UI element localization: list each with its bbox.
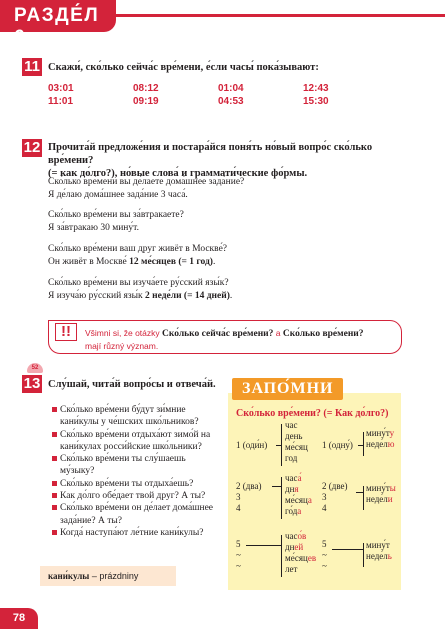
- word-form: год: [285, 453, 298, 463]
- word-form: мину́т: [366, 540, 390, 550]
- word-form: день: [285, 431, 303, 441]
- bracket-tick: [246, 545, 281, 546]
- vocab-translation: – prázdniny: [89, 571, 139, 581]
- time-value: 12:43: [303, 83, 329, 94]
- remember-question: Ско́лько вре́мени? (= Как до́лго?): [236, 408, 389, 419]
- page-number: 78: [0, 608, 38, 629]
- qa-pair: [48, 277, 232, 303]
- word-ending: ы: [389, 483, 396, 493]
- word-form: [285, 553, 316, 564]
- note-box: [48, 320, 402, 354]
- time-value: 01:04: [218, 83, 244, 94]
- time-value: 11:01: [48, 96, 74, 107]
- exercise-13-title: Слу́шай, чита́й вопро́сы и отвеча́й.: [48, 379, 216, 390]
- word-ending: а́: [297, 473, 302, 483]
- word-ending: о́в: [297, 531, 307, 541]
- exercise-11-title: Скажи́, ско́лько сейча́с вре́мени, е́сли часы́ пока́зывают:: [48, 62, 319, 73]
- word-form: [285, 531, 316, 542]
- numeral-label: [236, 440, 267, 451]
- header-rule: [108, 14, 445, 17]
- word-stem: неде́л: [366, 551, 388, 561]
- numeral-text: 3: [236, 492, 241, 502]
- numeral-label: [322, 440, 353, 451]
- word-form: [285, 506, 312, 517]
- word-ending: у: [389, 428, 395, 438]
- word-forms: [366, 540, 392, 562]
- word-forms: [285, 420, 308, 464]
- list-item: Ско́лько вре́мени ты отдыха́ешь?: [52, 478, 222, 490]
- numeral-text: 3: [322, 492, 327, 502]
- list-item: Ско́лько вре́мени отдыха́ют зимо́й на кани́кулах росси́йские шко́льники?: [52, 429, 222, 454]
- note-text: [85, 327, 395, 352]
- numeral-text: 2 (две): [322, 481, 348, 491]
- numeral-text: 4: [236, 503, 241, 513]
- time-value: 15:30: [303, 96, 329, 107]
- answer-line: Я за́втракаю 30 мину́т.: [48, 223, 139, 233]
- word-ending: а: [297, 506, 302, 516]
- qa-pair: [48, 209, 184, 235]
- word-form: [366, 428, 395, 439]
- word-ending: ев: [307, 553, 317, 563]
- word-stem: дн: [285, 484, 295, 494]
- word-stem: ме́сяц: [285, 495, 308, 505]
- numeral-label: [322, 481, 348, 514]
- word-ending: а: [307, 495, 312, 505]
- exercise-12-title: [48, 141, 408, 180]
- word-form: ме́сяц: [285, 442, 308, 452]
- bracket: [281, 424, 282, 466]
- word-stem: неде́л: [366, 494, 388, 504]
- question-list: [52, 404, 222, 539]
- answer-text: Я изуча́ю ру́сский язы́к: [48, 291, 146, 301]
- qa-pair: [48, 243, 227, 269]
- numeral-text: ~: [322, 561, 327, 571]
- word-form: лет: [285, 564, 298, 574]
- note-text-part: a: [273, 328, 283, 338]
- vocabulary-box: [40, 566, 176, 586]
- note-text-part: mají různý význam.: [85, 341, 159, 351]
- time-row: [48, 96, 388, 109]
- word-ending: ь: [387, 551, 392, 561]
- answer-line: Я де́лаю дома́шнее зада́ние 3 часа́.: [48, 190, 188, 200]
- word-forms: [285, 531, 316, 575]
- numeral-text: 1 (оди́н): [236, 440, 268, 450]
- bracket: [363, 543, 364, 567]
- word-forms: [285, 473, 312, 517]
- numeral-text: 2 (два): [236, 481, 262, 491]
- bracket: [363, 432, 364, 456]
- time-row: [48, 83, 388, 96]
- bracket: [281, 477, 282, 519]
- word-form: [366, 439, 395, 450]
- list-item: Ско́лько вре́мени он де́лает дома́шнее зада́ние? А ты?: [52, 502, 222, 527]
- bracket-tick: [332, 549, 363, 550]
- word-form: [285, 495, 312, 506]
- numeral-label: [236, 481, 261, 514]
- note-question: Ско́лько вре́мени?: [282, 329, 364, 339]
- attention-icon: !!: [55, 323, 77, 341]
- question-line: Ско́лько вре́мени вы де́лаете дома́шнее зада́ние?: [48, 177, 245, 187]
- question-line: Ско́лько вре́мени вы изуча́ете ру́сский язы́к?: [48, 278, 229, 288]
- remember-title: ЗАПО́МНИ: [232, 378, 343, 400]
- numeral-label: [236, 539, 241, 572]
- word-stem: неде́л: [366, 439, 388, 449]
- answer-line: [48, 290, 232, 303]
- time-value: 08:12: [133, 83, 159, 94]
- word-stem: мину́т: [366, 483, 390, 493]
- list-item: Ско́лько вре́мени ты слу́шаешь му́зыку?: [52, 453, 222, 478]
- numeral-text: 5: [322, 539, 327, 549]
- numeral-text: ~: [236, 550, 241, 560]
- vocab-word: кани́кулы: [48, 571, 90, 581]
- time-value: 03:01: [48, 83, 74, 94]
- word-forms: [366, 483, 396, 505]
- numeral-text: ~: [236, 561, 241, 571]
- word-stem: час: [285, 473, 298, 483]
- question-line: Ско́лько вре́мени ваш друг живёт в Москве́?: [48, 244, 228, 254]
- answer-line: [48, 256, 227, 269]
- exercise-12-title-line: Прочита́й предложе́ния и постара́йся поня́ть но́вый вопро́с ско́лько вре́мени?: [48, 142, 373, 166]
- word-ending: ю: [387, 439, 395, 449]
- word-form: [366, 551, 392, 562]
- note-text-part: Všimni si, že otázky: [85, 328, 162, 338]
- exercise-11-number: 11: [22, 58, 42, 76]
- exercise-12-number: 12: [23, 139, 41, 156]
- word-forms: [366, 428, 395, 450]
- word-form: час: [285, 420, 298, 430]
- answer-emphasis: 2 неде́ли (= 14 дней): [145, 291, 230, 301]
- section-header-tab: [0, 0, 116, 48]
- word-form: [285, 542, 316, 553]
- answer-text: Он живёт в Москве́: [48, 257, 130, 267]
- list-item: Когда́ наступа́ют ле́тние кани́кулы?: [52, 527, 222, 539]
- word-stem: ме́сяц: [285, 553, 308, 563]
- bracket: [281, 535, 282, 577]
- section-title: РАЗДЕ́Л 6: [14, 5, 100, 48]
- list-item: Как до́лго обе́дает твой друг? А ты?: [52, 490, 222, 502]
- numeral-text: 5: [236, 539, 241, 549]
- numeral-label: [322, 539, 327, 572]
- numeral-text: ~: [322, 550, 327, 560]
- list-item: Ско́лько вре́мени бу́дут зи́мние кани́кулы у че́шских шко́льников?: [52, 404, 222, 429]
- bracket-tick: [272, 486, 281, 487]
- word-form: [366, 483, 396, 494]
- audio-cd-icon: 52: [27, 363, 43, 373]
- time-grid: [48, 83, 388, 109]
- answer-emphasis: 12 ме́сяцев (= 1 год): [129, 257, 213, 267]
- exercise-12-title-line: (= как до́лго?), но́вые слова́ и граммати́ческие фо́рмы.: [48, 168, 308, 179]
- word-stem: мину́т: [366, 428, 390, 438]
- numeral-text: 1 (одну́): [322, 440, 353, 450]
- word-ending: я: [294, 484, 299, 494]
- bracket-tick: [356, 492, 363, 493]
- word-stem: час: [285, 531, 298, 541]
- word-form: [366, 494, 396, 505]
- word-stem: дн: [285, 542, 295, 552]
- numeral-text: 4: [322, 503, 327, 513]
- word-ending: и: [387, 494, 393, 504]
- word-form: [285, 473, 312, 484]
- word-form: [285, 484, 312, 495]
- answer-text: .: [229, 291, 233, 301]
- word-stem: го́д: [285, 506, 298, 516]
- answer-text: .: [212, 257, 216, 267]
- note-question: Ско́лько сейча́с вре́мени?: [162, 329, 274, 339]
- time-value: 09:19: [133, 96, 159, 107]
- qa-pair: [48, 176, 244, 202]
- time-value: 04:53: [218, 96, 244, 107]
- question-line: Ско́лько вре́мени вы за́втракаете?: [48, 210, 184, 220]
- exercise-13-number: 13: [23, 375, 41, 392]
- bracket: [363, 486, 364, 510]
- word-ending: ей: [294, 542, 304, 552]
